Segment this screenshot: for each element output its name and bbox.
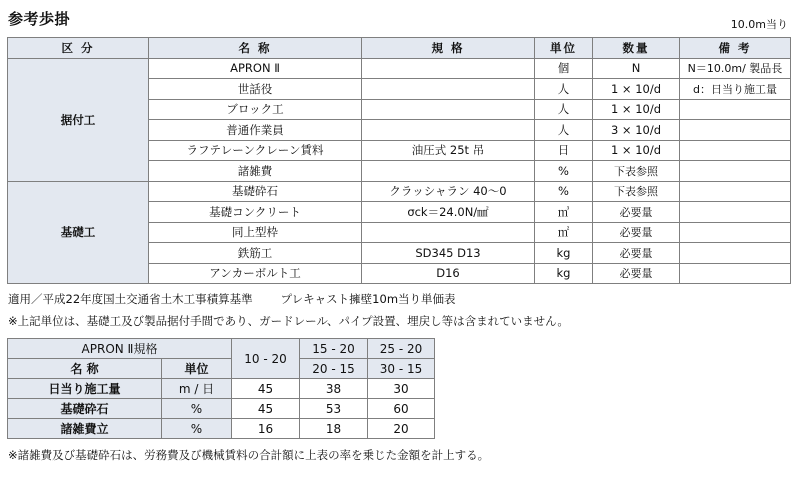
cell-spec [362,58,535,79]
cell-remarks [680,243,791,264]
cell-name: 同上型枠 [149,222,362,243]
cell-spec [362,120,535,141]
table-row [8,419,435,439]
table-row [8,399,435,419]
cell-quantity: 下表参照 [593,161,680,182]
spec-col-1: 10 - 20 [232,339,300,379]
cell-spec [362,79,535,100]
cell-quantity: 下表参照 [593,181,680,202]
spec-col-3b: 30 - 15 [368,359,435,379]
spec-col-3a: 25 - 20 [368,339,435,359]
row-value: 18 [300,419,368,439]
cell-name: APRON Ⅱ [149,58,362,79]
unit-label: 単位 [162,359,232,379]
header-unit: 単位 [535,38,593,59]
row-value: 16 [232,419,300,439]
labor-table [7,37,791,284]
row-value: 38 [300,379,368,399]
cell-name: 世話役 [149,79,362,100]
cell-remarks: d：日当り施工量 [680,79,791,100]
application-basis: 適用／平成22年度国土交通省土木工事積算基準 [8,292,253,306]
spec-col-2a: 15 - 20 [300,339,368,359]
row-value: 45 [232,379,300,399]
cell-name: ラフテレーンクレーン賃料 [149,140,362,161]
cell-quantity: 3 × 10/d [593,120,680,141]
spec-label: APRON Ⅱ規格 [8,339,232,359]
cell-remarks [680,161,791,182]
cell-unit: ㎥ [535,202,593,223]
cell-spec: D16 [362,263,535,284]
cell-name: ブロック工 [149,99,362,120]
cell-quantity: N [593,58,680,79]
cell-name: 基礎砕石 [149,181,362,202]
cell-unit: 個 [535,58,593,79]
cell-unit: 人 [535,120,593,141]
cell-remarks: N＝10.0m/ 製品長 [680,58,791,79]
application-unit-price: プレキャスト擁壁10m当り単価表 [280,292,456,306]
table-row [8,181,791,202]
table-row [8,379,435,399]
row-unit: % [162,419,232,439]
row-value: 20 [368,419,435,439]
cell-remarks [680,140,791,161]
cell-remarks [680,99,791,120]
cell-remarks [680,181,791,202]
cell-unit: % [535,161,593,182]
row-unit: % [162,399,232,419]
cell-spec: クラッシャラン 40～0 [362,181,535,202]
rate-note: ※諸雑費及び基礎砕石は、労務費及び機械賃料の合計額に上表の率を乗じた金額を計上する。 [8,448,490,462]
cell-quantity: 1 × 10/d [593,79,680,100]
header-spec: 規 格 [362,38,535,59]
cell-quantity: 1 × 10/d [593,99,680,120]
row-value: 53 [300,399,368,419]
cell-remarks [680,263,791,284]
cell-unit: % [535,181,593,202]
cell-spec [362,222,535,243]
header-quantity: 数量 [593,38,680,59]
row-unit: m / 日 [162,379,232,399]
cell-name: アンカーボルト工 [149,263,362,284]
table-row [8,58,791,79]
cell-remarks [680,202,791,223]
row-label: 基礎砕石 [8,399,162,419]
scope-note: ※上記単位は、基礎工及び製品据付手間であり、ガードレール、パイプ設置、埋戻し等は含まれていません。 [8,314,569,328]
cell-spec: SD345 D13 [362,243,535,264]
header-category: 区 分 [8,38,149,59]
cell-unit: 人 [535,99,593,120]
cell-spec: σck＝24.0N/㎟ [362,202,535,223]
application-note [8,291,456,307]
cell-spec: 油圧式 25t 吊 [362,140,535,161]
cell-quantity: 必要量 [593,263,680,284]
cell-unit: 日 [535,140,593,161]
cell-name: 基礎コンクリート [149,202,362,223]
cell-name: 鉄筋工 [149,243,362,264]
header-remarks: 備 考 [680,38,791,59]
cell-quantity: 必要量 [593,243,680,264]
cell-quantity: 必要量 [593,222,680,243]
cell-quantity: 1 × 10/d [593,140,680,161]
cell-unit: 人 [535,79,593,100]
table-header-row [8,38,791,59]
cell-unit: kg [535,243,593,264]
name-label: 名 称 [8,359,162,379]
rate-table [7,338,435,439]
cell-unit: kg [535,263,593,284]
cell-name: 普通作業員 [149,120,362,141]
row-value: 30 [368,379,435,399]
cell-spec [362,99,535,120]
row-value: 45 [232,399,300,419]
unit-note: 10.0m当り [730,18,788,31]
cell-unit: ㎡ [535,222,593,243]
cell-remarks [680,120,791,141]
cell-remarks [680,222,791,243]
spec-col-2b: 20 - 15 [300,359,368,379]
cell-quantity: 必要量 [593,202,680,223]
section-foundation: 基礎工 [8,181,149,284]
cell-spec [362,161,535,182]
header-name: 名 称 [149,38,362,59]
row-label: 日当り施工量 [8,379,162,399]
row-value: 60 [368,399,435,419]
cell-name: 諸雑費 [149,161,362,182]
row-label: 諸雑費立 [8,419,162,439]
section-installation: 据付工 [8,58,149,181]
page-title: 参考歩掛 [8,10,71,28]
